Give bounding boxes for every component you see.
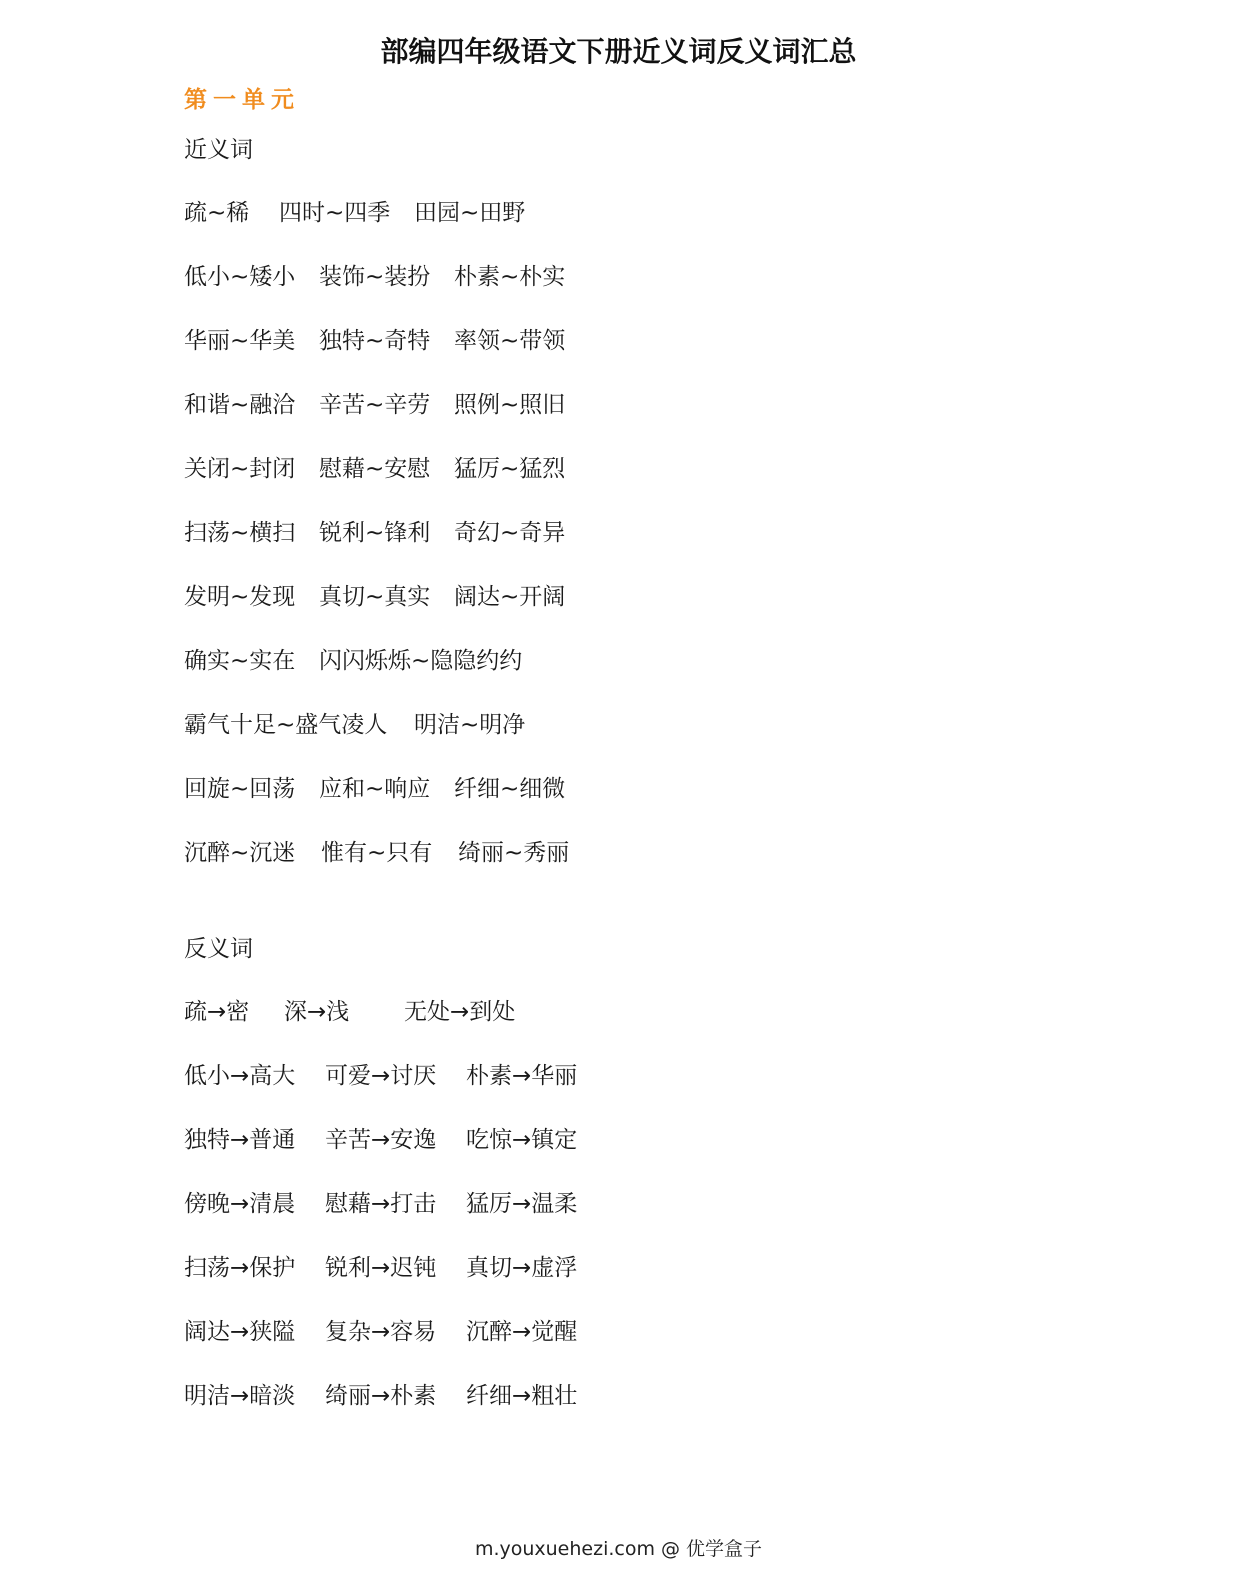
synonym-pair: 真切~真实: [319, 584, 431, 610]
antonym-pair: 锐利→迟钝: [325, 1255, 437, 1281]
antonyms-label: 反义词: [184, 936, 253, 962]
synonym-pair: 辛苦~辛劳: [319, 392, 431, 418]
antonym-pair: 独特→普通: [184, 1127, 296, 1153]
synonym-pair: 独特~奇特: [319, 328, 431, 354]
footer-watermark: m.youxuehezi.com @ 优学盒子: [474, 1538, 763, 1560]
antonym-pair: 可爱→讨厌: [325, 1063, 437, 1089]
synonym-pair: 奇幻~奇异: [454, 520, 566, 546]
synonym-pair: 应和~响应: [319, 776, 431, 802]
synonym-pair: 锐利~锋利: [319, 520, 431, 546]
antonym-pair: 阔达→狭隘: [184, 1319, 296, 1345]
antonym-pair: 无处→到处: [404, 999, 516, 1025]
antonym-pair: 猛厉→温柔: [466, 1191, 578, 1217]
antonym-pair: 复杂→容易: [325, 1319, 437, 1345]
antonym-pair: 疏→密: [184, 999, 250, 1025]
synonym-pair: 惟有~只有: [321, 840, 433, 866]
synonym-pair: 猛厉~猛烈: [454, 456, 566, 482]
synonym-pair: 率领~带领: [454, 328, 566, 354]
synonym-pair: 阔达~开阔: [454, 584, 566, 610]
antonym-pair: 朴素→华丽: [466, 1063, 578, 1089]
synonym-pair: 朴素~朴实: [454, 264, 566, 290]
page-title: 部编四年级语文下册近义词反义词汇总: [380, 35, 857, 68]
synonym-pair: 田园~田野: [414, 200, 526, 226]
antonym-pair: 纤细→粗壮: [466, 1383, 578, 1409]
antonym-pair: 真切→虚浮: [466, 1255, 578, 1281]
synonym-pair: 纤细~细微: [454, 776, 566, 802]
synonym-pair: 低小~矮小: [184, 264, 296, 290]
antonym-pair: 慰藉→打击: [325, 1191, 437, 1217]
synonym-pair: 发明~发现: [184, 584, 296, 610]
synonym-pair: 和谐~融洽: [184, 392, 296, 418]
synonym-pair: 绮丽~秀丽: [458, 840, 570, 866]
synonym-pair: 明洁~明净: [414, 712, 526, 738]
synonym-pair: 装饰~装扮: [319, 264, 431, 290]
antonym-pair: 扫荡→保护: [184, 1255, 296, 1281]
synonym-pair: 慰藉~安慰: [319, 456, 431, 482]
antonym-pair: 傍晚→清晨: [184, 1191, 296, 1217]
antonym-pair: 辛苦→安逸: [325, 1127, 437, 1153]
antonym-pair: 深→浅: [284, 999, 350, 1025]
synonym-pair: 沉醉~沉迷: [184, 840, 296, 866]
synonym-pair: 疏~稀: [184, 200, 250, 226]
antonym-pair: 绮丽→朴素: [325, 1383, 437, 1409]
synonym-pair: 回旋~回荡: [184, 776, 296, 802]
synonyms-label: 近义词: [184, 137, 253, 163]
synonym-pair: 照例~照旧: [454, 392, 566, 418]
synonym-pair: 确实~实在: [184, 648, 296, 674]
synonym-pair: 四时~四季: [279, 200, 391, 226]
synonym-pair: 霸气十足~盛气凌人: [184, 712, 388, 738]
antonym-pair: 明洁→暗淡: [184, 1383, 296, 1409]
antonym-pair: 沉醉→觉醒: [466, 1319, 578, 1345]
synonym-pair: 扫荡~横扫: [184, 520, 296, 546]
synonym-pair: 关闭~封闭: [184, 456, 296, 482]
synonym-pair: 闪闪烁烁~隐隐约约: [319, 648, 523, 674]
antonym-pair: 低小→高大: [184, 1063, 296, 1089]
synonym-pair: 华丽~华美: [184, 328, 296, 354]
unit-heading: 第一单元: [184, 87, 300, 113]
antonym-pair: 吃惊→镇定: [466, 1127, 578, 1153]
